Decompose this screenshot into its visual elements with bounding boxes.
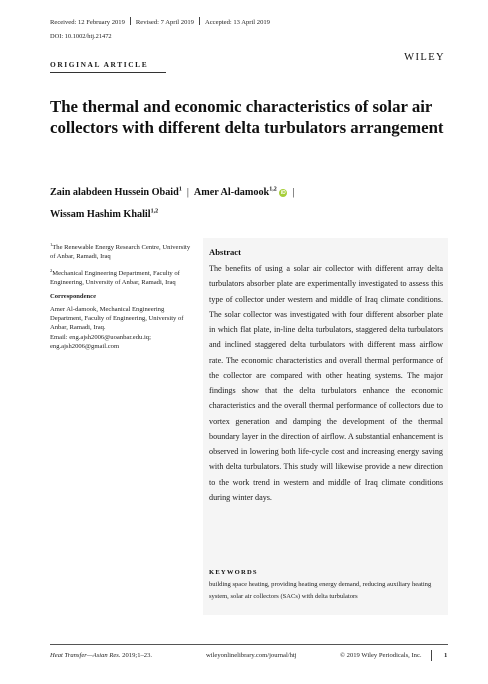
- keywords-text: building space heating, providing heating energy demand, reducing auxiliary heating system, solar air collectors (SACs) with delta turbulators: [209, 581, 432, 600]
- history-dates: [50, 17, 270, 26]
- affiliation-2: $^2$Mechanical Engineering Department, Faculty of Engineering, University of Anbar, Ramadi, Iraq: [50, 267, 180, 287]
- correspondence-email[interactable]: Email: eng.ajsh2006@uoanbar.edu.iq; eng.ajsh2006@gmail.com: [50, 333, 151, 351]
- affiliations-column: [50, 240, 195, 355]
- keywords-heading: KEYWORDS: [209, 569, 258, 576]
- footer-divider: [50, 644, 448, 645]
- accepted-date: Accepted: 13 April 2019: [204, 19, 270, 26]
- divider: [130, 17, 131, 25]
- article-type-underline: [50, 72, 166, 73]
- divider: [431, 650, 432, 661]
- journal-url[interactable]: wileyonlinelibrary.com/journal/htj: [206, 652, 297, 659]
- doi[interactable]: DOI: 10.1002/htj.21472: [50, 33, 112, 40]
- author-2[interactable]: Amer Al-damook$^{1,2}$: [193, 187, 277, 199]
- author-separator: |: [186, 187, 189, 199]
- revised-date: Revised: 7 April 2019: [135, 19, 194, 26]
- author-3[interactable]: Wissam Hashim Khalil$^{1,2}$: [50, 208, 159, 220]
- orcid-icon[interactable]: iD: [280, 190, 286, 197]
- received-date: Received: 12 February 2019: [50, 19, 125, 26]
- author-1[interactable]: Zain alabdeen Hussein Obaid$^1$: [50, 187, 182, 199]
- paper-title: The thermal and economic characteristics of solar air collectors with different delta turbulators arrangement: [50, 97, 444, 137]
- correspondence-address: Amer Al-damook, Mechanical Engineering Department, Faculty of Engineering, University of Anbar, Ramadi, Iraq.: [50, 305, 184, 332]
- affiliation-1: $^1$The Renewable Energy Research Centre, University of Anbar, Ramadi, Iraq: [50, 242, 191, 261]
- abstract-text: The benefits of using a solar air collector with different array delta turbulators absorber plate are experimentally investigated to assess this type of collector under western and middle of Iraq climate conditions. The solar collector was investigated with four different absorber plate in which flat plate, in-line delta turbulators, staggered delta turbulators and inclined staggered delta turbulators with different mass airflow rate. The economic characteristics and overall thermal performance of the collector are compared with other heating systems. The major findings show that the delta turbulators enhance the economic characteristics and the overall thermal performance of collectors due to vortex generation and damping the development of the thermal boundary layer in the direction of airflow. A substantial enhancement is observed in lowering both life-cycle cost and increasing energy saving with delta turbulators. This study will likewise provide a new direction to the work trend in western and middle of Iraq climate conditions during winter days.: [209, 264, 443, 502]
- journal-citation: Heat Transfer—Asian Res. 2019;1–23.: [50, 652, 153, 659]
- copyright: © 2019 Wiley Periodicals, Inc.: [340, 652, 422, 659]
- correspondence-heading: Correspondence: [50, 292, 97, 300]
- abstract-heading: Abstract: [209, 247, 241, 257]
- divider: [199, 17, 200, 25]
- article-type: ORIGINAL ARTICLE: [50, 60, 149, 69]
- publisher-logo: WILEY: [404, 52, 445, 63]
- page-number: 1: [444, 652, 448, 659]
- author-list: [50, 181, 450, 224]
- author-separator: |: [292, 187, 295, 199]
